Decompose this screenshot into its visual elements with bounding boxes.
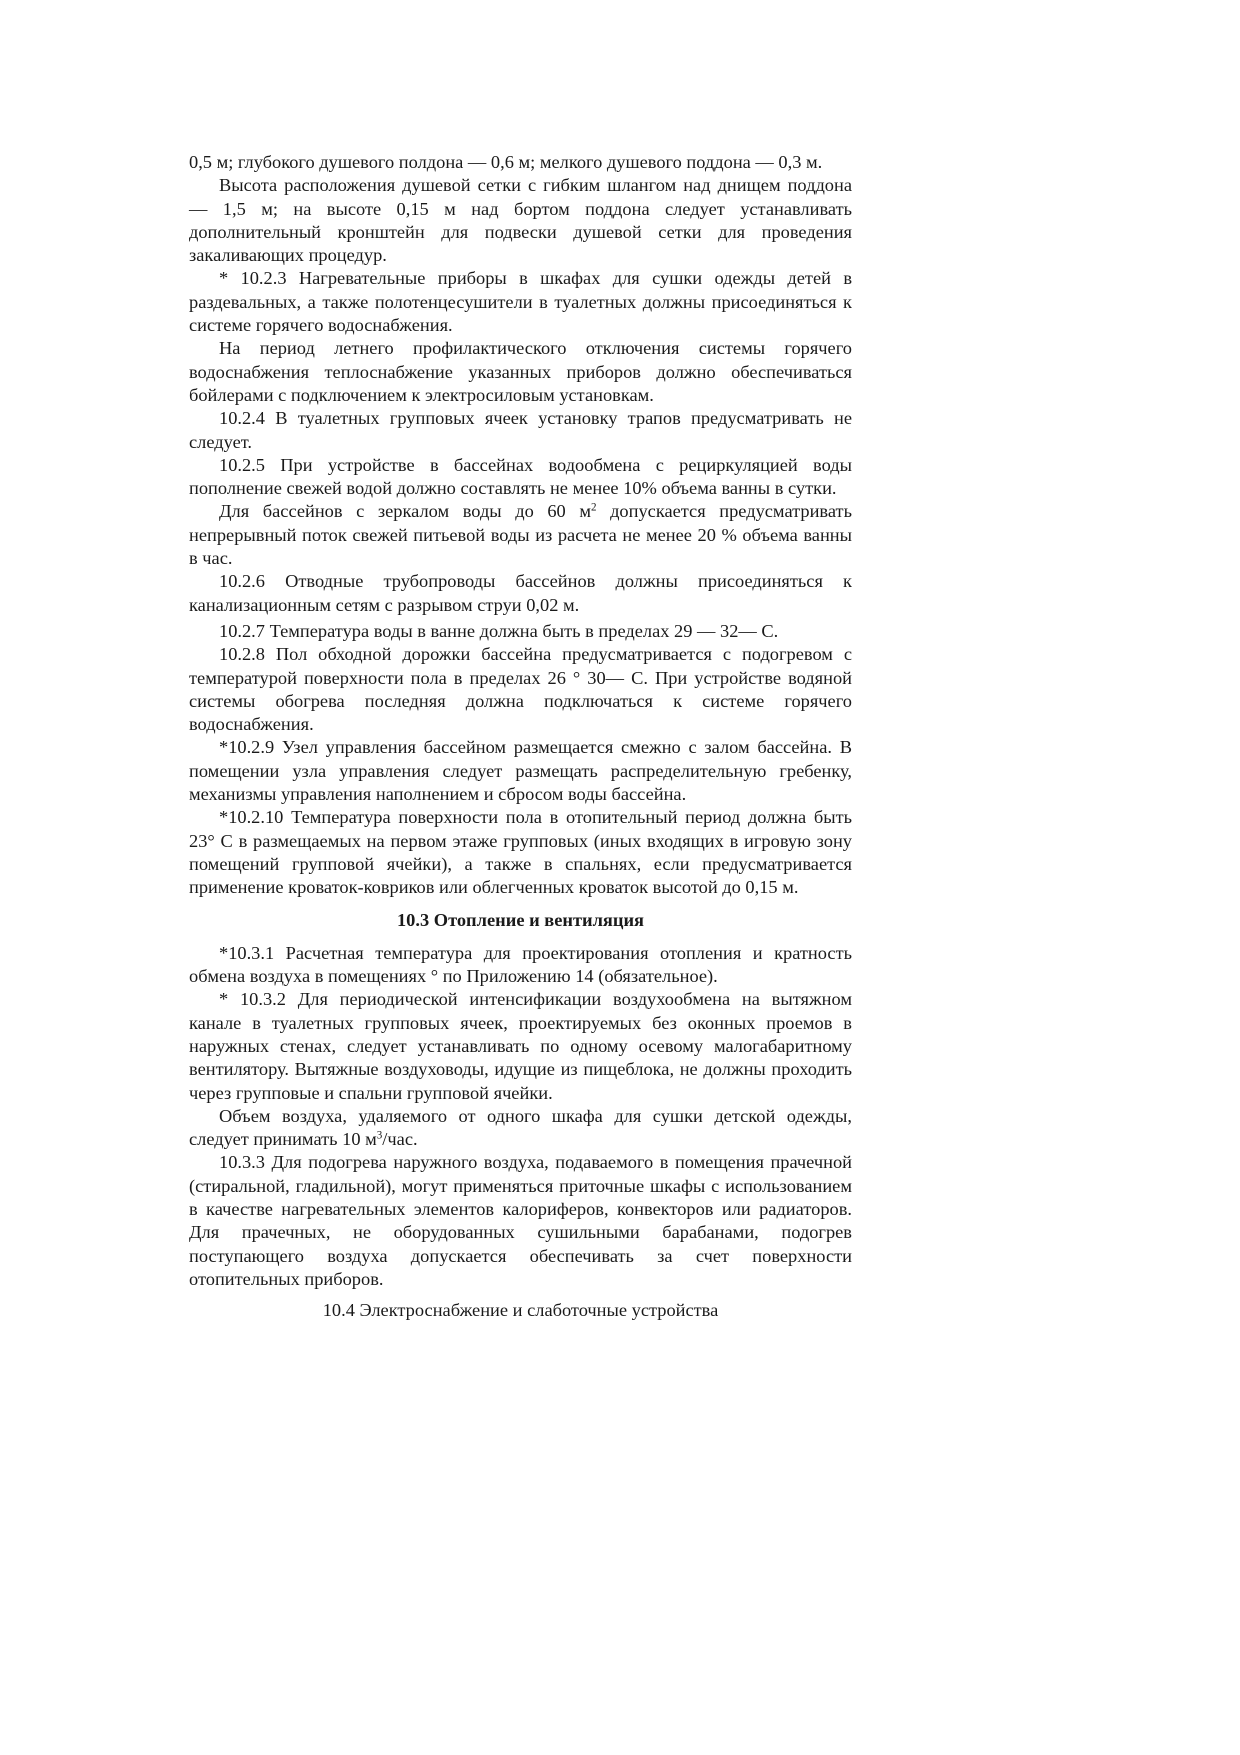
paragraph-10-3-1: *10.3.1 Расчетная температура для проектирования отопления и кратность обмена воздуха в помещениях ° по Приложению 14 (обязательное). bbox=[189, 942, 852, 987]
paragraph-drying-cabinet-air bbox=[189, 1105, 852, 1152]
superscript-3: 3 bbox=[376, 1129, 383, 1142]
paragraph-10-2-10: *10.2.10 Температура поверхности пола в отопительный период должна быть 23° С в размещаемых на первом этаже групповых (иных входящих в игровую зону помещений групповой ячейки), а также в спальнях, если предусматривается применение кроваток-ковриков или облегченных кроваток высотой до 0,15 м. bbox=[189, 807, 852, 898]
paragraph-10-2-8: 10.2.8 Пол обходной дорожки бассейна предусматривается с подогревом с температурой поверхности пола в пределах 26 ° 30— С. При устройстве водяной системы обогрева последняя должна подключаться к системе горячего водоснабжения. bbox=[189, 644, 852, 735]
paragraph-10-2-9: *10.2.9 Узел управления бассейном размещается смежно с залом бассейна. В помещении узла управления следует размещать распределительную гребенку, механизмы управления наполнением и сбросом воды бассейна. bbox=[189, 737, 852, 805]
paragraph-10-2-3: * 10.2.3 Нагревательные приборы в шкафах для сушки одежды детей в раздевальных, а также полотенцесушители в туалетных должны присоединяться к системе горячего водоснабжения. bbox=[189, 268, 852, 336]
paragraph-drying-cabinet-air-before: Объем воздуха, удаляемого от одного шкафа для сушки детской одежды, следует принимать 10 м bbox=[189, 1105, 852, 1150]
superscript-2: 2 bbox=[590, 501, 597, 514]
paragraph-10-2-7: 10.2.7 Температура воды в ванне должна быть в пределах 29 — 32— С. bbox=[219, 620, 779, 641]
document-page bbox=[189, 151, 852, 1323]
paragraph-pool-flow-after: допускается предусматривать непрерывный поток свежей питьевой воды из расчета не менее 20 % объема ванны в час. bbox=[189, 501, 852, 569]
paragraph-10-3-2: * 10.3.2 Для периодической интенсификации воздухообмена на вытяжном канале в туалетных групповых ячеек, проектируемых без оконных проемов в наружных стенах, следует устанавливать по одному осевому малогабаритному вентилятору. Вытяжные воздуховоды, идущие из пищеблока, не должны проходить через групповые и спальни групповой ячейки. bbox=[189, 989, 852, 1103]
paragraph-pool-flow bbox=[189, 500, 852, 570]
paragraph-shower-tray: 0,5 м; глубокого душевого полдона — 0,6 м; мелкого душевого поддона — 0,3 м. bbox=[189, 152, 823, 172]
section-heading-power-supply: 10.4 Электроснабжение и слаботочные устройства bbox=[322, 1300, 719, 1321]
paragraph-pool-flow-before: Для бассейнов с зеркалом воды до 60 м bbox=[219, 501, 591, 522]
paragraph-10-2-5: 10.2.5 При устройстве в бассейнах водообмена с рециркуляцией воды пополнение свежей водой должно составлять не менее 10% объема ванны в сутки. bbox=[189, 454, 852, 499]
paragraph-shower-height: Высота расположения душевой сетки с гибким шлангом над днищем поддона — 1,5 м; на высоте 0,15 м над бортом поддона следует устанавливать дополнительный кронштейн для подвески душевой сетки для проведения закаливающих процедур. bbox=[189, 175, 852, 266]
paragraph-drying-cabinet-air-after: /час. bbox=[382, 1129, 418, 1150]
paragraph-10-2-6: 10.2.6 Отводные трубопроводы бассейнов должны присоединяться к канализационным сетям с разрывом струи 0,02 м. bbox=[189, 571, 852, 615]
paragraph-10-3-3: 10.3.3 Для подогрева наружного воздуха, подаваемого в помещения прачечной (стиральной, гладильной), могут применяться приточные шкафы с использованием в качестве нагревательных элементов калориферов, конвекторов или радиаторов. Для прачечных, не оборудованных сушильными барабанами, подогрев поступающего воздуха допускается обеспечивать за счет поверхности отопительных приборов. bbox=[189, 1152, 852, 1289]
paragraph-summer-shutdown: На период летнего профилактического отключения системы горячего водоснабжения теплоснабжение указанных приборов должно обеспечиваться бойлерами с подключением к электросиловым установкам. bbox=[189, 338, 852, 405]
paragraph-10-2-4: 10.2.4 В туалетных групповых ячеек установку трапов предусматривать не следует. bbox=[189, 408, 852, 452]
section-heading-heating-ventilation: 10.3 Отопление и вентиляция bbox=[396, 909, 645, 930]
